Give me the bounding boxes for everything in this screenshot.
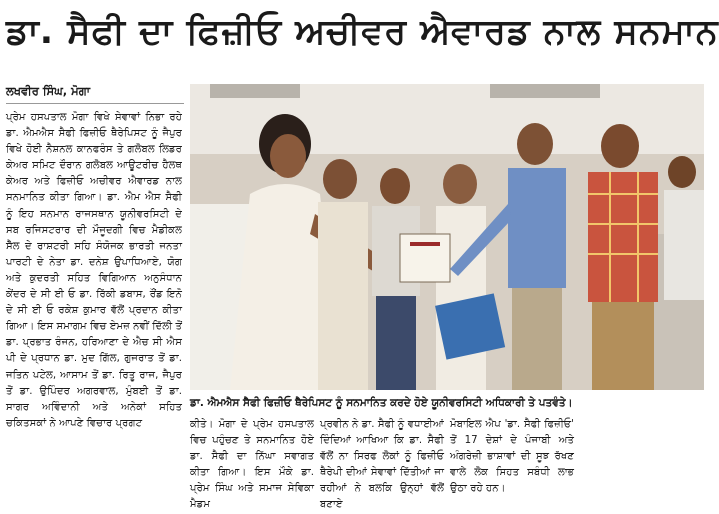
- photo-illustration: [190, 84, 704, 390]
- article-body-column-2: ਕੀਤੇ। ਮੋਗਾ ਦੇ ਪ੍ਰੇਮ ਹਸਪਤਾਲ ਵਿਚ ਪਹੁੰਚਣ ਤੇ ਸਨਮਾਨਿਤ ਹੋਏ ਡਾ. ਸੈਫੀ ਦਾ ਨਿੱਘਾ ਸਵਾਗਤ ਕੀਤਾ ਗਿਆ। ਇਸ ਮੌਕੇ ਡਾ. ਪ੍ਰੇਮ ਸਿੰਘ ਅਤੇ ਸਮਾਜ ਸੇਵਿਕਾ ਮੈਡਮ: [190, 419, 314, 511]
- article-body-column-1: ਪ੍ਰੇਮ ਹਸਪਤਾਲ ਮੋਗਾ ਵਿਖੇ ਸੇਵਾਵਾਂ ਨਿਭਾ ਰਹੇ ਡਾ. ਐਮਐਸ ਸੈਫੀ ਫਿਜ਼ੀਓ ਥੈਰੇਪਿਸਟ ਨੂੰ ਜੈਪੁਰ ਵਿਖੇ ਹੋਈ ਨੈਸ਼ਨਲ ਕਾਨਫਰੰਸ ਤੇ ਗਲੋਬਲ ਲਿਡਰ ਕੇਅਰ ਸਮਿਟ ਦੌਰਾਨ ਗਲੋਬਲ ਆਊਟਰੀਚ ਹੈਲਥ ਕੇਅਰ ਅਤੇ ਫਿਜ਼ੀਓ ਅਚੀਵਰ ਐਵਾਰਡ ਨਾਲ ਸਨਮਾਨਿਤ ਕੀਤਾ ਗਿਆ। ਡਾ. ਐਮ ਐਸ ਸੈਫੀ ਨੂੰ ਇਹ ਸਨਮਾਨ ਰਾਜਸਥਾਨ ਯੂਨੀਵਰਸਿਟੀ ਦੇ ਸਬ ਰਜਿਸਟਰਾਰ ਦੀ ਮੌਜੂਦਗੀ ਵਿਚ ਮੈਡੀਕਲ ਸੈੱਲ ਦੇ ਰਾਸ਼ਟਰੀ ਸਹਿ ਸੰਯੋਜਕ ਭਾਰਤੀ ਜਨਤਾ ਪਾਰਟੀ ਦੇ ਨੇਤਾ ਡਾ. ਦਨੇਸ਼ ਉਪਾਧਿਆਏ, ਯੋਗ ਅਤੇ ਕੁਦਰਤੀ ਸਹਿਤ ਵਿਗਿਆਨ ਅਨੁਸੰਧਾਨ ਕੇਂਦਰ ਦੇ ਸੀ ਈ ਓ ਡਾ. ਰਿੱਕੀ ਡਬਾਸ, ਰੌਂਡ ਇਨੋ ਦੇ ਸੀ ਈ ਓ ਰਕੇਸ਼ ਕੁਮਾਰ ਵੱਲੋਂ ਪ੍ਰਦਾਨ ਕੀਤਾ ਗਿਆ। ਇਸ ਸਮਾਗਮ ਵਿਚ ਏਮਜ਼ ਨਵੀਂ ਦਿੱਲੀ ਤੋਂ ਡਾ. ਪ੍ਰਭਾਤ ਰੰਜਨ, ਹਰਿਆਣਾ ਦੇ ਐਚ ਸੀ ਐਸ ਪੀ ਦੇ ਪ੍ਰਧਾਨ ਡਾ. ਮੁਦ ਗਿੱਲ, ਗੁਜਰਾਤ ਤੋਂ ਡਾ. ਜਤਿਨ ਪਟੇਲ, ਆਸਾਮ ਤੋਂ ਡਾ. ਰਿਤੂ ਰਾਜ, ਜੈਪੁਰ ਤੋਂ ਡਾ. ਉਪਿੰਦਰ ਅਗਰਵਾਲ, ਮੁੰਬਈ ਤੋਂ ਡਾ. ਸਾਗਰ ਅਵਿੰਦਾਨੀ ਅਤੇ ਅਨੇਕਾਂ ਸਹਿਤ ਚਕਿਤਸਕਾਂ ਨੇ ਆਪਣੇ ਵਿਚਾਰ ਪ੍ਰਗਟ: [6, 112, 182, 429]
- article-body-column-4: ਮੋਬਾਇਲ ਐਪ 'ਡਾ. ਸੈਫੀ ਫਿਜ਼ੀਓ' ਤੋਂ 17 ਦੇਸ਼ਾਂ ਦੇ ਪੰਜਾਬੀ ਅਤੇ ਅੰਗਰੇਜ਼ੀ ਭਾਸ਼ਾਵਾਂ ਦੀ ਸੂਝ ਰੱਖਣ ਵਾਲੇ ਲੋਕ ਸਿਹਤ ਸਬੰਧੀ ਲਾਭ ਉਠਾ ਰਹੇ ਹਨ।: [450, 419, 574, 495]
- award-ceremony-photo: [190, 84, 704, 390]
- byline-divider: [6, 103, 184, 104]
- headline: ਡਾ. ਸੈਫੀ ਦਾ ਫਿਜ਼ੀਓ ਅਚੀਵਰ ਐਵਾਰਡ ਨਾਲ ਸਨਮਾਨ: [6, 12, 719, 52]
- byline: ਲਖਵੀਰ ਸਿੰਘ, ਮੋਗਾ: [6, 84, 91, 98]
- photo-caption: ਡਾ. ਐਮਐਸ ਸੈਫੀ ਫਿਜ਼ੀਓ ਥੈਰੇਪਿਸਟ ਨੂੰ ਸਨਮਾਨਿਤ ਕਰਦੇ ਹੋਏ ਯੂਨੀਵਰਸਿਟੀ ਅਧਿਕਾਰੀ ਤੇ ਪਤਵੰਤੇ।: [190, 397, 573, 409]
- article-body-column-3: ਪ੍ਰਵੀਨ ਨੇ ਡਾ. ਸੈਫੀ ਨੂੰ ਵਧਾਈਆਂ ਦਿੰਦਿਆਂ ਆਖਿਆ ਕਿ ਡਾ. ਸੈਫੀ ਵੱਲੋਂ ਨਾ ਸਿਰਫ ਲੋਕਾਂ ਨੂੰ ਫਿਜ਼ੀਓ ਥੈਰੇਪੀ ਦੀਆਂ ਸੇਵਾਵਾਂ ਦਿੱਤੀਆਂ ਜਾ ਰਹੀਆਂ ਨੇ ਬਲਕਿ ਉਨ੍ਹਾਂ ਵੱਲੋਂ ਬਣਾਏ: [320, 419, 444, 511]
